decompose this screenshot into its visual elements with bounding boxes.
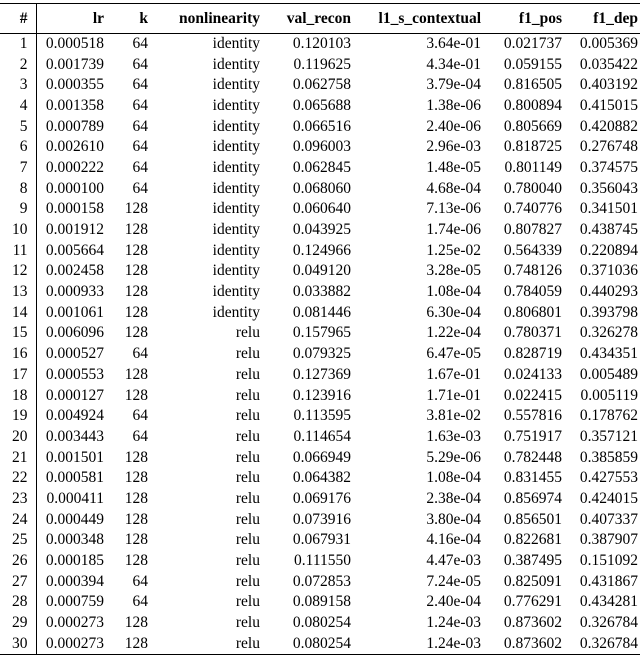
cell-nonlinearity: relu — [235, 614, 260, 632]
row-index: 1 — [0, 34, 36, 55]
cell-lr: 0.000789 — [45, 117, 104, 135]
cell-val-recon: 0.060640 — [292, 200, 351, 218]
table-row — [0, 323, 640, 344]
cell-val-recon: 0.124966 — [292, 241, 351, 259]
table-row — [0, 96, 640, 117]
table-row — [0, 551, 640, 572]
cell-val-recon: 0.049120 — [292, 262, 351, 280]
cell-f1-pos: 0.751917 — [503, 427, 562, 445]
cell-f1-pos: 0.784059 — [503, 283, 562, 301]
cell-l1-s-contextual: 1.38e-06 — [426, 96, 481, 114]
cell-l1-s-contextual: 4.34e-01 — [426, 55, 481, 73]
cell-lr: 0.001912 — [45, 221, 104, 239]
cell-f1-dep: 0.403192 — [579, 76, 638, 94]
cell-l1-s-contextual: 4.68e-04 — [426, 179, 481, 197]
row-index: 25 — [0, 530, 36, 551]
cell-lr: 0.000185 — [45, 552, 104, 570]
cell-lr: 0.002610 — [45, 138, 104, 156]
cell-f1-pos: 0.059155 — [503, 55, 562, 73]
cell-nonlinearity: identity — [212, 262, 260, 280]
cell-nonlinearity: relu — [235, 407, 260, 425]
cell-val-recon: 0.066516 — [292, 117, 351, 135]
cell-l1-s-contextual: 1.67e-01 — [426, 365, 481, 383]
cell-nonlinearity: relu — [235, 552, 260, 570]
cell-lr: 0.005664 — [45, 241, 104, 259]
cell-f1-pos: 0.780371 — [503, 324, 562, 342]
cell-k: 64 — [132, 572, 148, 590]
cell-f1-pos: 0.828719 — [503, 345, 562, 363]
cell-k: 64 — [132, 35, 148, 53]
cell-l1-s-contextual: 1.08e-04 — [426, 283, 481, 301]
cell-f1-dep: 0.356043 — [579, 179, 638, 197]
table-row — [0, 261, 640, 282]
row-index: 20 — [0, 427, 36, 448]
cell-f1-dep: 0.407337 — [579, 510, 638, 528]
header-nonlinearity: nonlinearity — [152, 4, 264, 34]
cell-val-recon: 0.072853 — [292, 572, 351, 590]
cell-f1-dep: 0.424015 — [579, 489, 638, 507]
cell-k: 128 — [108, 633, 152, 654]
cell-f1-dep: 0.434351 — [579, 345, 638, 363]
cell-nonlinearity: identity — [212, 283, 260, 301]
table-row — [0, 613, 640, 634]
cell-f1-dep: 0.427553 — [579, 469, 638, 487]
cell-f1-pos: 0.387495 — [503, 552, 562, 570]
cell-val-recon: 0.127369 — [292, 365, 351, 383]
table-row — [0, 199, 640, 220]
cell-nonlinearity: relu — [235, 469, 260, 487]
row-index: 27 — [0, 571, 36, 592]
cell-l1-s-contextual: 1.22e-04 — [426, 324, 481, 342]
row-index: 8 — [0, 178, 36, 199]
cell-f1-dep: 0.005369 — [579, 35, 638, 53]
cell-nonlinearity: identity — [212, 138, 260, 156]
cell-lr: 0.000273 — [36, 633, 108, 654]
cell-val-recon: 0.096003 — [292, 138, 351, 156]
cell-l1-s-contextual: 1.63e-03 — [426, 427, 481, 445]
cell-l1-s-contextual: 1.24e-03 — [426, 614, 481, 632]
header-f1-dep: f1_dep — [566, 4, 640, 34]
cell-nonlinearity: identity — [212, 158, 260, 176]
cell-f1-dep: 0.005489 — [579, 365, 638, 383]
cell-k: 64 — [132, 55, 148, 73]
table-row — [0, 282, 640, 303]
cell-f1-pos: 0.816505 — [503, 76, 562, 94]
cell-nonlinearity: identity — [212, 55, 260, 73]
cell-lr: 0.000553 — [45, 365, 104, 383]
table-row — [0, 54, 640, 75]
cell-l1-s-contextual: 3.81e-02 — [426, 407, 481, 425]
cell-nonlinearity: relu — [235, 489, 260, 507]
cell-nonlinearity: identity — [212, 241, 260, 259]
cell-val-recon: 0.064382 — [292, 469, 351, 487]
cell-f1-dep: 0.178762 — [579, 407, 638, 425]
cell-k: 128 — [124, 489, 148, 507]
cell-l1-s-contextual: 7.24e-05 — [426, 572, 481, 590]
cell-l1-s-contextual: 1.25e-02 — [426, 241, 481, 259]
cell-lr: 0.003443 — [45, 427, 104, 445]
cell-nonlinearity: relu — [152, 633, 264, 654]
cell-k: 64 — [132, 96, 148, 114]
cell-val-recon: 0.123916 — [292, 386, 351, 404]
table-row — [0, 220, 640, 241]
cell-nonlinearity: identity — [212, 200, 260, 218]
cell-l1-s-contextual: 3.28e-05 — [426, 262, 481, 280]
table-row — [0, 34, 640, 55]
cell-f1-dep: 0.393798 — [579, 303, 638, 321]
cell-lr: 0.000527 — [45, 345, 104, 363]
cell-f1-pos: 0.825091 — [503, 572, 562, 590]
cell-f1-dep: 0.374575 — [579, 158, 638, 176]
row-index: 16 — [0, 344, 36, 365]
cell-f1-dep: 0.434281 — [579, 593, 638, 611]
row-index: 18 — [0, 385, 36, 406]
row-index: 12 — [0, 261, 36, 282]
cell-f1-dep: 0.341501 — [579, 200, 638, 218]
cell-k: 64 — [132, 158, 148, 176]
table-row — [0, 302, 640, 323]
cell-f1-dep: 0.385859 — [579, 448, 638, 466]
cell-f1-pos: 0.856974 — [503, 489, 562, 507]
cell-nonlinearity: relu — [235, 427, 260, 445]
row-index: 15 — [0, 323, 36, 344]
cell-nonlinearity: identity — [212, 76, 260, 94]
cell-k: 64 — [132, 345, 148, 363]
cell-f1-pos: 0.024133 — [503, 365, 562, 383]
row-index: 23 — [0, 489, 36, 510]
row-index: 11 — [0, 240, 36, 261]
cell-l1-s-contextual: 6.47e-05 — [426, 345, 481, 363]
cell-val-recon: 0.113595 — [293, 407, 351, 425]
cell-f1-dep: 0.420882 — [579, 117, 638, 135]
table-row — [0, 365, 640, 386]
row-index: 22 — [0, 468, 36, 489]
cell-f1-dep: 0.035422 — [579, 55, 638, 73]
cell-lr: 0.000449 — [45, 510, 104, 528]
cell-lr: 0.000933 — [45, 283, 104, 301]
header-index: # — [0, 4, 36, 34]
cell-nonlinearity: relu — [235, 593, 260, 611]
header-val-recon: val_recon — [264, 4, 355, 34]
cell-f1-dep: 0.151092 — [579, 552, 638, 570]
cell-lr: 0.000394 — [45, 572, 104, 590]
cell-l1-s-contextual: 1.24e-03 — [355, 633, 485, 654]
table-row — [0, 509, 640, 530]
cell-nonlinearity: relu — [235, 324, 260, 342]
cell-k: 128 — [124, 221, 148, 239]
cell-f1-pos: 0.557816 — [503, 407, 562, 425]
header-f1-pos: f1_pos — [485, 4, 566, 34]
cell-val-recon: 0.119625 — [293, 55, 351, 73]
cell-lr: 0.006096 — [45, 324, 104, 342]
table-row — [0, 178, 640, 199]
cell-l1-s-contextual: 7.13e-06 — [426, 200, 481, 218]
cell-k: 64 — [132, 117, 148, 135]
cell-f1-pos: 0.831455 — [503, 469, 562, 487]
cell-k: 128 — [124, 303, 148, 321]
cell-l1-s-contextual: 5.29e-06 — [426, 448, 481, 466]
cell-nonlinearity: relu — [235, 531, 260, 549]
cell-val-recon: 0.079325 — [292, 345, 351, 363]
row-index: 14 — [0, 302, 36, 323]
cell-k: 128 — [124, 448, 148, 466]
results-table — [0, 3, 640, 655]
cell-f1-pos: 0.873602 — [485, 633, 566, 654]
cell-val-recon: 0.120103 — [292, 35, 351, 53]
row-index: 17 — [0, 365, 36, 386]
cell-nonlinearity: identity — [212, 35, 260, 53]
cell-l1-s-contextual: 3.80e-04 — [426, 510, 481, 528]
cell-f1-dep: 0.387907 — [579, 531, 638, 549]
cell-l1-s-contextual: 2.38e-04 — [426, 489, 481, 507]
cell-k: 64 — [132, 138, 148, 156]
table-header — [0, 4, 640, 34]
header-lr: lr — [36, 4, 108, 34]
row-index: 28 — [0, 592, 36, 613]
cell-val-recon: 0.062845 — [292, 158, 351, 176]
cell-val-recon: 0.062758 — [292, 76, 351, 94]
table-row — [0, 427, 640, 448]
cell-k: 64 — [132, 593, 148, 611]
cell-l1-s-contextual: 1.08e-04 — [426, 469, 481, 487]
cell-nonlinearity: identity — [212, 303, 260, 321]
cell-val-recon: 0.066949 — [292, 448, 351, 466]
row-index: 3 — [0, 75, 36, 96]
table-row — [0, 75, 640, 96]
cell-lr: 0.000581 — [45, 469, 104, 487]
cell-lr: 0.000348 — [45, 531, 104, 549]
cell-l1-s-contextual: 1.74e-06 — [426, 221, 481, 239]
cell-lr: 0.000411 — [46, 489, 104, 507]
row-index: 4 — [0, 96, 36, 117]
cell-l1-s-contextual: 6.30e-04 — [426, 303, 481, 321]
cell-k: 128 — [124, 324, 148, 342]
cell-val-recon: 0.069176 — [292, 489, 351, 507]
table-row — [0, 137, 640, 158]
cell-l1-s-contextual: 1.48e-05 — [426, 158, 481, 176]
cell-k: 128 — [124, 531, 148, 549]
cell-nonlinearity: relu — [235, 510, 260, 528]
cell-k: 128 — [124, 614, 148, 632]
cell-nonlinearity: relu — [235, 572, 260, 590]
cell-lr: 0.000273 — [45, 614, 104, 632]
table-row — [0, 344, 640, 365]
cell-val-recon: 0.068060 — [292, 179, 351, 197]
cell-f1-pos: 0.801149 — [504, 158, 562, 176]
cell-f1-pos: 0.748126 — [503, 262, 562, 280]
row-index: 19 — [0, 406, 36, 427]
cell-lr: 0.001061 — [45, 303, 104, 321]
cell-k: 128 — [124, 241, 148, 259]
table-row — [0, 633, 640, 654]
cell-k: 128 — [124, 386, 148, 404]
cell-k: 128 — [124, 200, 148, 218]
cell-f1-dep: 0.326278 — [579, 324, 638, 342]
cell-val-recon: 0.073916 — [292, 510, 351, 528]
cell-k: 64 — [132, 407, 148, 425]
cell-nonlinearity: identity — [212, 179, 260, 197]
cell-f1-pos: 0.856501 — [503, 510, 562, 528]
cell-f1-pos: 0.021737 — [503, 35, 562, 53]
cell-f1-pos: 0.873602 — [503, 614, 562, 632]
cell-k: 128 — [124, 510, 148, 528]
cell-val-recon: 0.080254 — [264, 633, 355, 654]
cell-lr: 0.004924 — [45, 407, 104, 425]
table-row — [0, 158, 640, 179]
cell-f1-dep: 0.371036 — [579, 262, 638, 280]
cell-l1-s-contextual: 2.40e-04 — [426, 593, 481, 611]
row-index: 5 — [0, 116, 36, 137]
row-index: 6 — [0, 137, 36, 158]
cell-k: 64 — [132, 76, 148, 94]
cell-val-recon: 0.089158 — [292, 593, 351, 611]
cell-nonlinearity: identity — [212, 117, 260, 135]
cell-k: 128 — [124, 365, 148, 383]
cell-lr: 0.000158 — [45, 200, 104, 218]
cell-k: 64 — [132, 427, 148, 445]
cell-l1-s-contextual: 1.71e-01 — [426, 386, 481, 404]
cell-f1-dep: 0.005119 — [580, 386, 638, 404]
row-index: 26 — [0, 551, 36, 572]
cell-f1-pos: 0.806801 — [503, 303, 562, 321]
row-index: 29 — [0, 613, 36, 634]
cell-f1-dep: 0.357121 — [579, 427, 638, 445]
cell-f1-dep: 0.326784 — [566, 633, 640, 654]
cell-f1-pos: 0.776291 — [503, 593, 562, 611]
cell-f1-dep: 0.431867 — [579, 572, 638, 590]
cell-lr: 0.001501 — [45, 448, 104, 466]
cell-f1-dep: 0.415015 — [579, 96, 638, 114]
cell-l1-s-contextual: 3.79e-04 — [426, 76, 481, 94]
cell-val-recon: 0.081446 — [292, 303, 351, 321]
table-row — [0, 468, 640, 489]
cell-k: 64 — [132, 179, 148, 197]
cell-lr: 0.000518 — [45, 35, 104, 53]
cell-f1-dep: 0.438745 — [579, 221, 638, 239]
table-row — [0, 116, 640, 137]
cell-f1-pos: 0.800894 — [503, 96, 562, 114]
cell-k: 128 — [124, 262, 148, 280]
header-l1-s-contextual: l1_s_contextual — [355, 4, 485, 34]
header-k: k — [108, 4, 152, 34]
table-row — [0, 385, 640, 406]
cell-val-recon: 0.157965 — [292, 324, 351, 342]
cell-lr: 0.000759 — [45, 593, 104, 611]
row-index: 7 — [0, 158, 36, 179]
cell-val-recon: 0.043925 — [292, 221, 351, 239]
cell-f1-dep: 0.326784 — [579, 614, 638, 632]
cell-l1-s-contextual: 2.40e-06 — [426, 117, 481, 135]
table-row — [0, 240, 640, 261]
cell-lr: 0.001358 — [45, 96, 104, 114]
cell-k: 128 — [124, 552, 148, 570]
cell-l1-s-contextual: 2.96e-03 — [426, 138, 481, 156]
table-row — [0, 406, 640, 427]
cell-nonlinearity: relu — [235, 365, 260, 383]
row-index: 2 — [0, 54, 36, 75]
cell-val-recon: 0.111550 — [294, 552, 351, 570]
cell-f1-pos: 0.780040 — [503, 179, 562, 197]
cell-f1-pos: 0.818725 — [503, 138, 562, 156]
cell-lr: 0.000100 — [45, 179, 104, 197]
cell-lr: 0.002458 — [45, 262, 104, 280]
cell-nonlinearity: relu — [235, 448, 260, 466]
cell-lr: 0.001739 — [45, 55, 104, 73]
row-index: 21 — [0, 447, 36, 468]
table-body — [0, 34, 640, 655]
cell-nonlinearity: relu — [235, 345, 260, 363]
cell-l1-s-contextual: 4.47e-03 — [426, 552, 481, 570]
cell-lr: 0.000355 — [45, 76, 104, 94]
cell-k: 128 — [124, 283, 148, 301]
cell-f1-pos: 0.740776 — [503, 200, 562, 218]
row-index: 30 — [0, 633, 36, 654]
cell-f1-pos: 0.807827 — [503, 221, 562, 239]
table-row — [0, 592, 640, 613]
cell-val-recon: 0.065688 — [292, 96, 351, 114]
cell-k: 128 — [124, 469, 148, 487]
cell-f1-pos: 0.782448 — [503, 448, 562, 466]
cell-f1-dep: 0.440293 — [579, 283, 638, 301]
cell-lr: 0.000127 — [45, 386, 104, 404]
cell-nonlinearity: identity — [212, 221, 260, 239]
cell-val-recon: 0.033882 — [292, 283, 351, 301]
cell-nonlinearity: identity — [212, 96, 260, 114]
table-row — [0, 447, 640, 468]
table-row — [0, 571, 640, 592]
cell-f1-pos: 0.805669 — [503, 117, 562, 135]
cell-l1-s-contextual: 3.64e-01 — [426, 35, 481, 53]
table-row — [0, 489, 640, 510]
cell-val-recon: 0.114654 — [293, 427, 351, 445]
row-index: 24 — [0, 509, 36, 530]
row-index: 10 — [0, 220, 36, 241]
cell-f1-dep: 0.276748 — [579, 138, 638, 156]
cell-val-recon: 0.067931 — [292, 531, 351, 549]
cell-f1-dep: 0.220894 — [579, 241, 638, 259]
cell-nonlinearity: relu — [235, 386, 260, 404]
row-index: 9 — [0, 199, 36, 220]
header-row — [0, 4, 640, 34]
cell-f1-pos: 0.564339 — [503, 241, 562, 259]
cell-f1-pos: 0.822681 — [503, 531, 562, 549]
row-index: 13 — [0, 282, 36, 303]
cell-lr: 0.000222 — [45, 158, 104, 176]
cell-f1-pos: 0.022415 — [503, 386, 562, 404]
cell-val-recon: 0.080254 — [292, 614, 351, 632]
table-row — [0, 530, 640, 551]
cell-l1-s-contextual: 4.16e-04 — [426, 531, 481, 549]
